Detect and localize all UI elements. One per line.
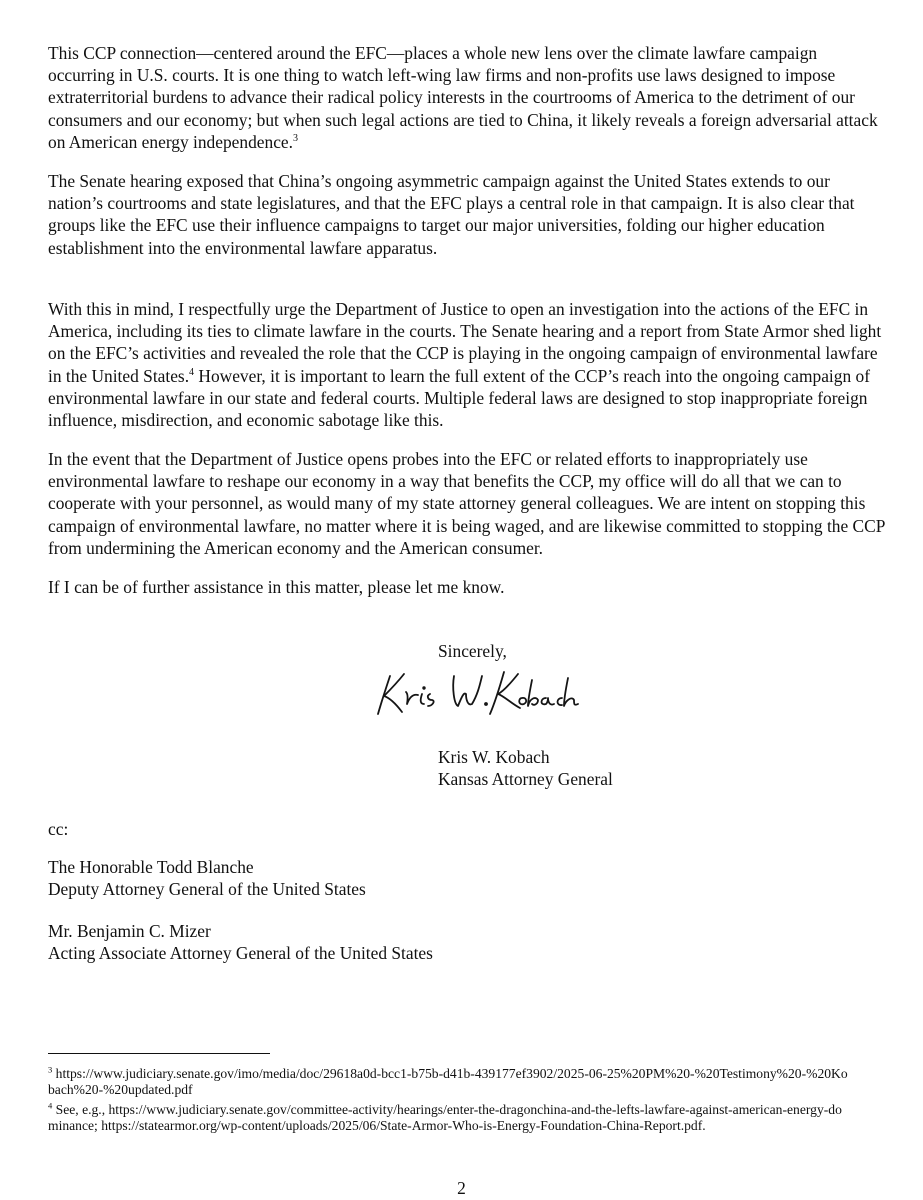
footnote-ref-3[interactable]: 3 (292, 133, 298, 145)
footnote-link[interactable]: https://www.judiciary.senate.gov/imo/media/doc/29618a0d-bcc1-b75b-d41b-439177ef3902/2025-06-25%20PM%20-%20Testimony%20-%20Kobach%20-%20updated.pdf (48, 1066, 848, 1097)
paragraph-text: The Senate hearing exposed that China’s ongoing asymmetric campaign against the United States extends to our nation’s courtrooms and state legislatures, and that the EFC plays a central role in that campaign. It is also clear that groups like the EFC use their influence campaigns to target our major universities, folding our higher education establishment into the environmental lawfare apparatus. (48, 171, 855, 258)
paragraph-further-assistance (48, 576, 888, 598)
footnote-number: 4 (48, 1100, 53, 1111)
paragraph-text: If I can be of further assistance in this matter, please let me know. (48, 577, 505, 597)
cc-recipient-1-title: Deputy Attorney General of the United States (48, 879, 366, 899)
footnote-divider (48, 1053, 270, 1054)
signer-name: Kris W. Kobach (438, 747, 550, 767)
cc-label: cc: (48, 819, 69, 839)
paragraph-cooperation (48, 448, 888, 559)
paragraph-ccp-connection (48, 42, 888, 153)
cc-recipient-2-name: Mr. Benjamin C. Mizer (48, 921, 211, 941)
paragraph-text: In the event that the Department of Justice opens probes into the EFC or related efforts to inappropriately use environmental lawfare to reshape our economy in a way that benefits the CCP, my office will do all that we can to cooperate with your personnel, as would many of my state attorney general colleagues. We are intent on stopping this campaign of environmental lawfare, no matter where it is being waged, and are likewise committed to stopping the CCP from undermining the American economy and the American consumer. (48, 449, 885, 558)
paragraph-doj-request (48, 298, 888, 431)
paragraph-text: This CCP connection—centered around the EFC—places a whole new lens over the climate lawfare campaign occurring in U.S. courts. It is one thing to watch left-wing law firms and non-profits use laws designed to impose extraterritorial burdens to advance their radical policy interests in the courtrooms of America to the detriment of our consumers and our economy; but when such legal actions are tied to China, it likely reveals a foreign adversarial attack on American energy independence. (48, 43, 878, 152)
paragraph-senate-hearing (48, 170, 888, 259)
closing-salutation: Sincerely, (438, 641, 507, 661)
cc-recipient-1-name: The Honorable Todd Blanche (48, 857, 254, 877)
signer-title: Kansas Attorney General (438, 769, 613, 789)
footnote-ref-4[interactable]: 4 (189, 366, 195, 378)
footnote-4 (48, 1102, 848, 1134)
footnote-link[interactable]: See, e.g., https://www.judiciary.senate.gov/committee-activity/hearings/enter-the-dragonchina-and-the-lefts-lawfare-against-american-energy-dominance; https://statearmor.org/wp-content/uploads/2025/06/State-Armor-Who-is-Energy-Foundation-China-Report.pdf. (48, 1102, 842, 1133)
paragraph-text: With this in mind, I respectfully urge the Department of Justice to open an investigation into the actions of the EFC in America, including its ties to climate lawfare in the courts. The Senate hearing and a report from State Armor shed light on the EFC’s activities and revealed the role that the CCP is playing in the ongoing campaign of environmental lawfare in the United States. (48, 299, 882, 386)
signature-image (372, 664, 582, 720)
paragraph-text-continued: However, it is important to learn the full extent of the CCP’s reach into the ongoing campaign of environmental lawfare in our state and federal courts. Multiple federal laws are designed to stop inappropriate foreign influence, misdirection, and economic sabotage like this. (48, 365, 870, 431)
footnote-number: 3 (48, 1064, 53, 1075)
page-number: 2 (457, 1178, 466, 1198)
cc-recipient-2-title: Acting Associate Attorney General of the United States (48, 943, 433, 963)
footnote-3 (48, 1066, 848, 1098)
